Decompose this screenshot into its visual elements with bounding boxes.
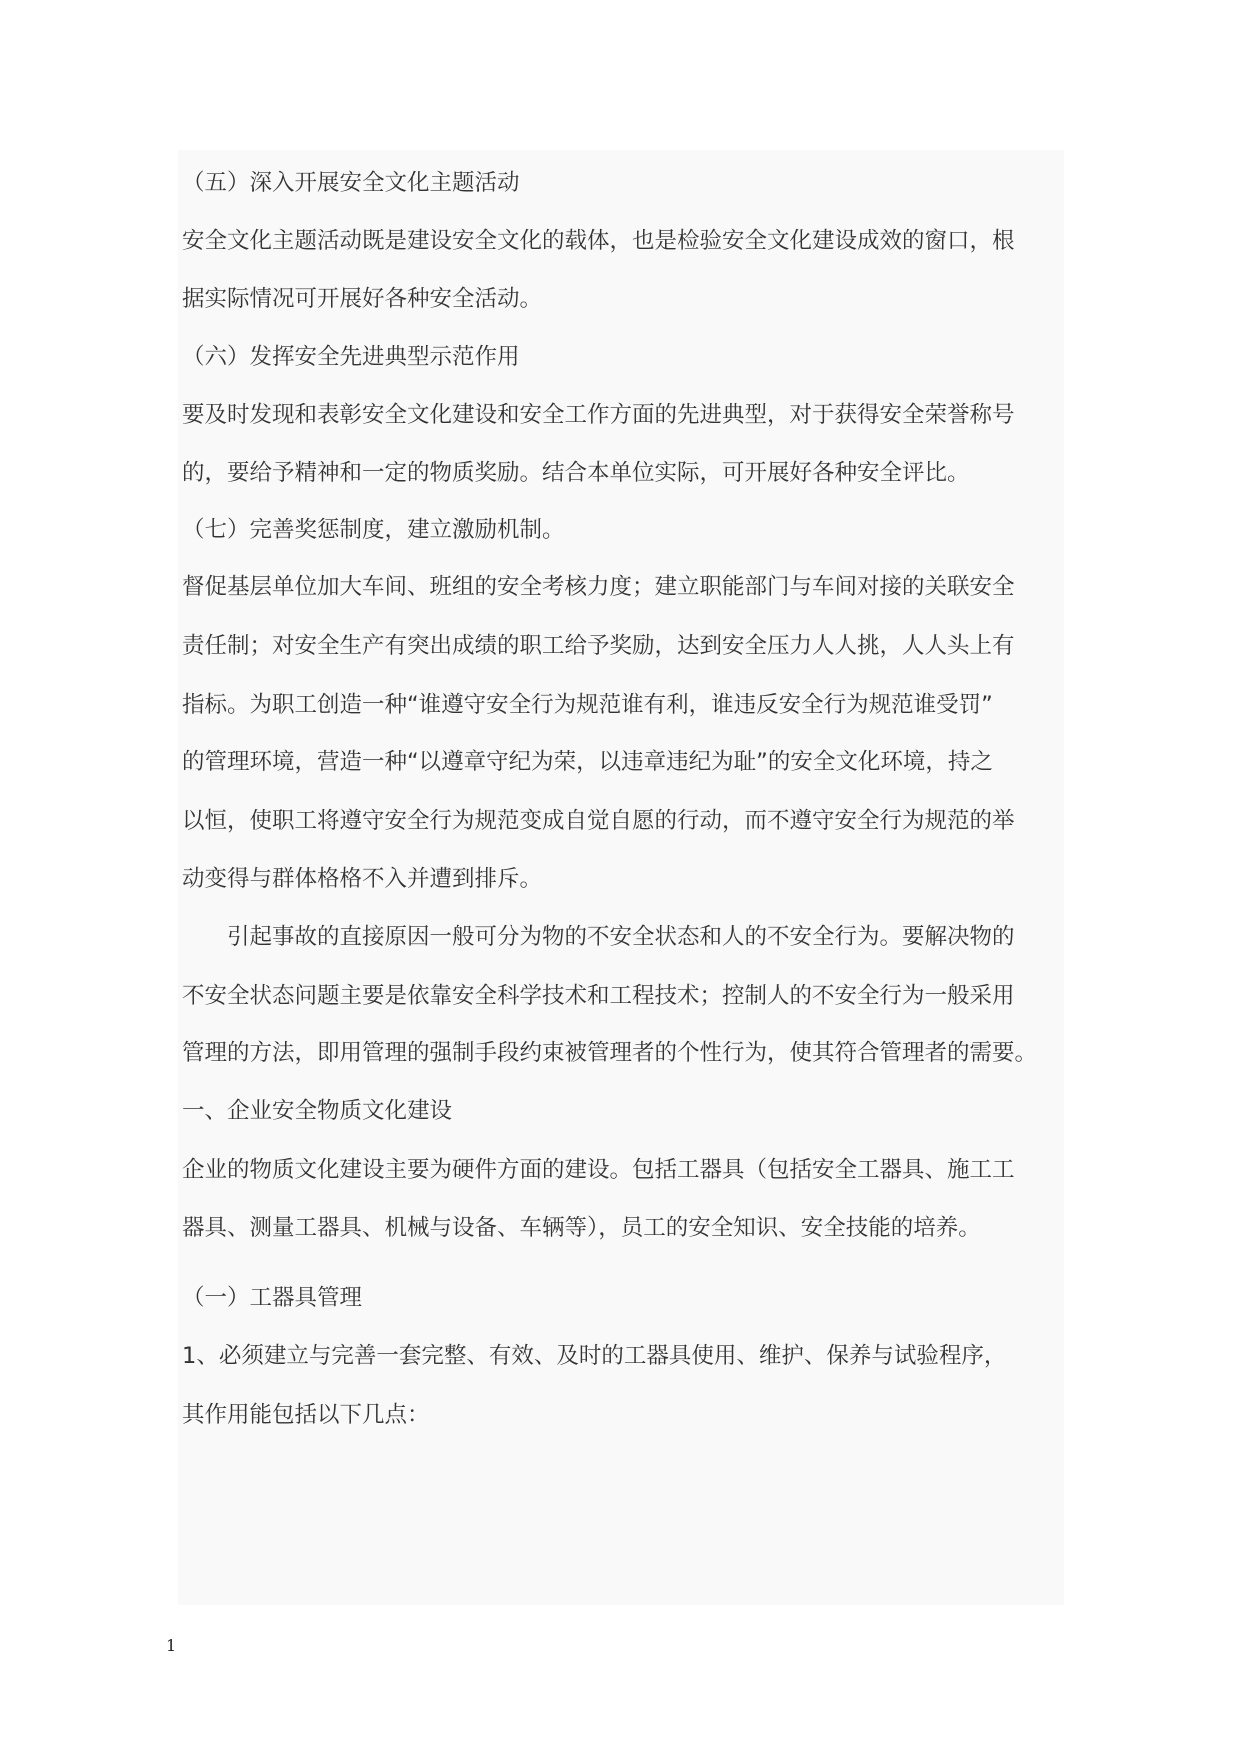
paragraph-line: 的管理环境，营造一种“以遵章守纪为荣，以违章违纪为耻”的安全文化环境，持之 — [182, 749, 993, 775]
paragraph-line: 管理的方法，即用管理的强制手段约束被管理者的个性行为，使其符合管理者的需要。 — [182, 1040, 1038, 1066]
chapter-heading-1: 一、企业安全物质文化建设 — [182, 1098, 453, 1124]
paragraph-line: 不安全状态问题主要是依靠安全科学技术和工程技术；控制人的不安全行为一般采用 — [182, 983, 1015, 1009]
section-heading-1: （一）工器具管理 — [182, 1285, 363, 1311]
section-heading-6: （六）发挥安全先进典型示范作用 — [182, 344, 520, 370]
paragraph-line: 企业的物质文化建设主要为硬件方面的建设。包括工器具（包括安全工器具、施工工 — [182, 1157, 1015, 1183]
section-heading-7: （七）完善奖惩制度，建立激励机制。 — [182, 517, 565, 543]
document-body — [178, 150, 1064, 1605]
paragraph-line: 督促基层单位加大车间、班组的安全考核力度；建立职能部门与车间对接的关联安全 — [182, 574, 1015, 600]
paragraph-line: 要及时发现和表彰安全文化建设和安全工作方面的先进典型，对于获得安全荣誉称号 — [182, 402, 1015, 428]
paragraph-line: 的，要给予精神和一定的物质奖励。结合本单位实际，可开展好各种安全评比。 — [182, 460, 970, 486]
paragraph-line: 引起事故的直接原因一般可分为物的不安全状态和人的不安全行为。要解决物的 — [182, 924, 1015, 950]
paragraph-line: 器具、测量工器具、机械与设备、车辆等），员工的安全知识、安全技能的培养。 — [182, 1215, 981, 1241]
page-number: 1 — [166, 1636, 177, 1655]
paragraph-line: 动变得与群体格格不入并遭到排斥。 — [182, 866, 543, 892]
paragraph-line: 据实际情况可开展好各种安全活动。 — [182, 286, 543, 312]
paragraph-line: 以恒，使职工将遵守安全行为规范变成自觉自愿的行动，而不遵守安全行为规范的举 — [182, 808, 1015, 834]
section-heading-5: （五）深入开展安全文化主题活动 — [182, 170, 520, 196]
paragraph-line: 其作用能包括以下几点： — [182, 1402, 430, 1428]
paragraph-line: 指标。为职工创造一种“谁遵守安全行为规范谁有利，谁违反安全行为规范谁受罚” — [182, 692, 993, 718]
paragraph-line: 责任制；对安全生产有突出成绩的职工给予奖励，达到安全压力人人挑，人人头上有 — [182, 633, 1015, 659]
paragraph-line: 安全文化主题活动既是建设安全文化的载体，也是检验安全文化建设成效的窗口，根 — [182, 228, 1015, 254]
paragraph-line: 1、必须建立与完善一套完整、有效、及时的工器具使用、维护、保养与试验程序， — [182, 1343, 1007, 1369]
